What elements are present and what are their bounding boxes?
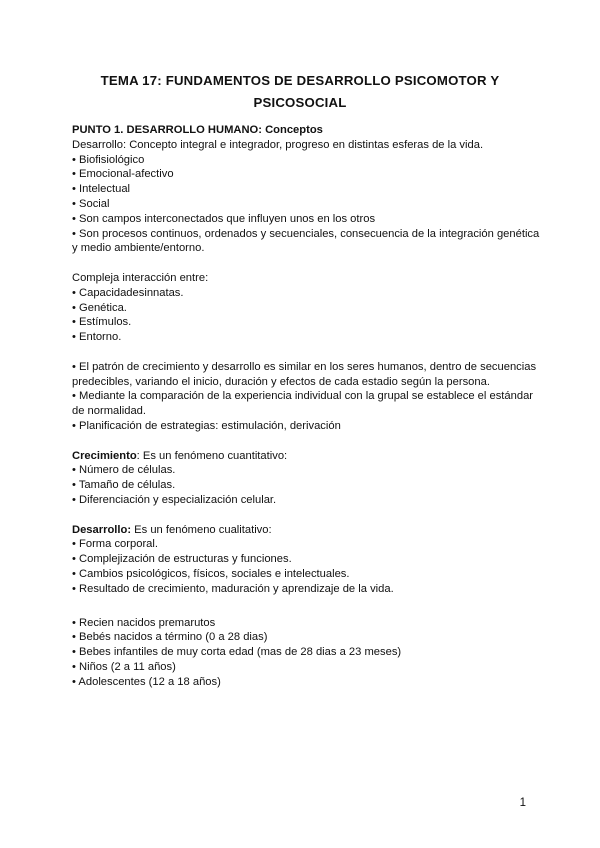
growth-term: Crecimiento — [72, 449, 137, 462]
list-item: • Forma corporal. — [72, 538, 158, 551]
list-item: • Genética. — [72, 301, 127, 314]
interaction-intro: Compleja interacción entre: — [72, 271, 209, 284]
list-item: • Mediante la comparación de la experiencia individual con la grupal se establece el estándar de normalidad. — [72, 390, 534, 418]
list-item: • Bebés nacidos a término (0 a 28 dias) — [72, 631, 268, 644]
list-item: • Capacidadesinnatas. — [72, 286, 184, 299]
intro-paragraph: Desarrollo: Concepto integral e integrador, progreso en distintas esferas de la vida. — [72, 138, 484, 151]
list-item: • Bebes infantiles de muy corta edad (mas de 28 dias a 23 meses) — [72, 646, 402, 659]
list-item: • Son campos interconectados que influyen unos en los otros — [72, 212, 376, 225]
list-item: • Complejización de estructuras y funciones. — [72, 553, 292, 566]
list-item: • Número de células. — [72, 464, 176, 477]
list-item: • Adolescentes (12 a 18 años) — [72, 675, 221, 688]
development-term: Desarrollo: — [72, 523, 132, 536]
list-item: • Resultado de crecimiento, maduración y aprendizaje de la vida. — [72, 582, 394, 595]
list-item: • Intelectual — [72, 183, 131, 196]
list-item: • Biofisiológico — [72, 153, 145, 166]
list-item: • Recien nacidos premarutos — [72, 616, 216, 629]
document-body — [72, 123, 542, 689]
list-item: • Tamaño de células. — [72, 479, 176, 492]
list-item: • Entorno. — [72, 331, 122, 344]
page-number: 1 — [519, 797, 526, 809]
list-item: • Social — [72, 197, 110, 210]
list-item: • Estímulos. — [72, 316, 132, 329]
list-item: • Cambios psicológicos, físicos, sociales e intelectuales. — [72, 567, 350, 580]
document-title: TEMA 17: FUNDAMENTOS DE DESARROLLO PSICOMOTOR Y PSICOSOCIAL — [100, 73, 500, 110]
list-item: • El patrón de crecimiento y desarrollo es similar en los seres humanos, dentro de secuencias predecibles, variando el inicio, duración y efectos de cada estadio según la persona. — [72, 360, 537, 388]
list-item: • Planificación de estrategias: estimulación, derivación — [72, 419, 341, 432]
list-item: • Emocional-afectivo — [72, 168, 174, 181]
list-item: • Diferenciación y especialización celular. — [72, 493, 277, 506]
growth-definition: Crecimiento: Es un fenómeno cuantitativo: — [72, 449, 288, 462]
section-heading: PUNTO 1. DESARROLLO HUMANO: Conceptos — [72, 124, 323, 136]
development-definition: Desarrollo: Es un fenómeno cualitativo: — [72, 523, 272, 536]
list-item: • Niños (2 a 11 años) — [72, 660, 176, 673]
list-item: • Son procesos continuos, ordenados y secuenciales, consecuencia de la integración genética y medio ambiente/entorno. — [72, 227, 540, 255]
